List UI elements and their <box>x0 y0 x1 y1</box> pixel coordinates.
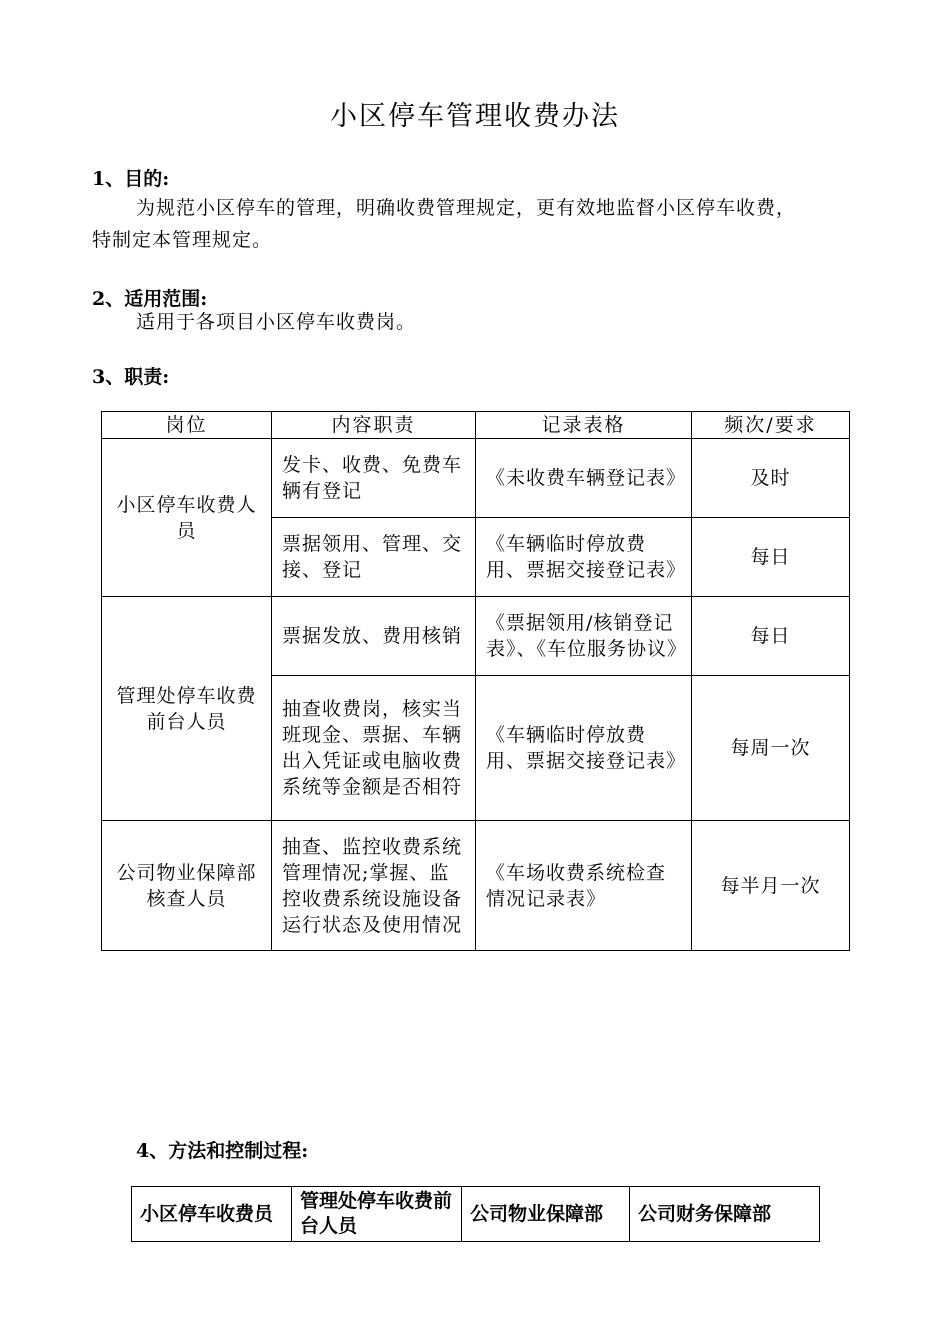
flow-header-property-dept: 公司物业保障部 <box>462 1187 630 1242</box>
section-purpose-text-line1: 为规范小区停车的管理，明确收费管理规定，更有效地监督小区停车收费， <box>136 197 797 219</box>
header-cell-frequency: 频次/要求 <box>692 412 850 439</box>
flow-header-parking-collector: 小区停车收费员 <box>132 1187 292 1242</box>
record-cell: 《车场收费系统检查情况记录表》 <box>476 821 692 951</box>
frequency-cell: 每周一次 <box>692 676 850 821</box>
section-method-heading: 4、方法和控制过程: <box>136 1140 309 1162</box>
role-cell: 小区停车收费人员 <box>102 439 272 597</box>
duty-cell: 票据发放、费用核销 <box>272 597 476 676</box>
duty-cell: 抽查、监控收费系统管理情况;掌握、监控收费系统设施设备运行状态及使用情况 <box>272 821 476 951</box>
table-row <box>102 439 850 518</box>
frequency-cell: 及时 <box>692 439 850 518</box>
header-cell-duty: 内容职责 <box>272 412 476 439</box>
section-purpose-heading: 1、目的: <box>92 168 170 190</box>
record-cell: 《票据领用/核销登记表》、《车位服务协议》 <box>476 597 692 676</box>
header-cell-record: 记录表格 <box>476 412 692 439</box>
duty-cell: 抽查收费岗，核实当班现金、票据、车辆出入凭证或电脑收费系统等金额是否相符 <box>272 676 476 821</box>
table-row <box>102 821 850 951</box>
flow-table-header-row <box>132 1187 820 1242</box>
frequency-cell: 每日 <box>692 518 850 597</box>
section-purpose-text-line2: 特制定本管理规定。 <box>92 229 273 251</box>
section-scope-heading: 2、适用范围: <box>92 288 208 310</box>
frequency-cell: 每日 <box>692 597 850 676</box>
role-cell: 公司物业保障部核查人员 <box>102 821 272 951</box>
record-cell: 《未收费车辆登记表》 <box>476 439 692 518</box>
document-title: 小区停车管理收费办法 <box>330 101 620 132</box>
flow-table <box>131 1186 820 1242</box>
duty-table-header-row <box>102 412 850 439</box>
record-cell: 《车辆临时停放费用、票据交接登记表》 <box>476 676 692 821</box>
flow-header-finance-dept: 公司财务保障部 <box>630 1187 820 1242</box>
table-row <box>102 597 850 676</box>
duty-cell: 票据领用、管理、交接、登记 <box>272 518 476 597</box>
role-cell: 管理处停车收费前台人员 <box>102 597 272 821</box>
duty-table <box>101 411 850 951</box>
flow-header-front-desk: 管理处停车收费前台人员 <box>292 1187 462 1242</box>
duty-cell: 发卡、收费、免费车辆有登记 <box>272 439 476 518</box>
header-cell-role: 岗位 <box>102 412 272 439</box>
frequency-cell: 每半月一次 <box>692 821 850 951</box>
section-scope-text: 适用于各项目小区停车收费岗。 <box>136 311 417 333</box>
section-duties-heading: 3、职责: <box>92 366 170 388</box>
record-cell: 《车辆临时停放费用、票据交接登记表》 <box>476 518 692 597</box>
